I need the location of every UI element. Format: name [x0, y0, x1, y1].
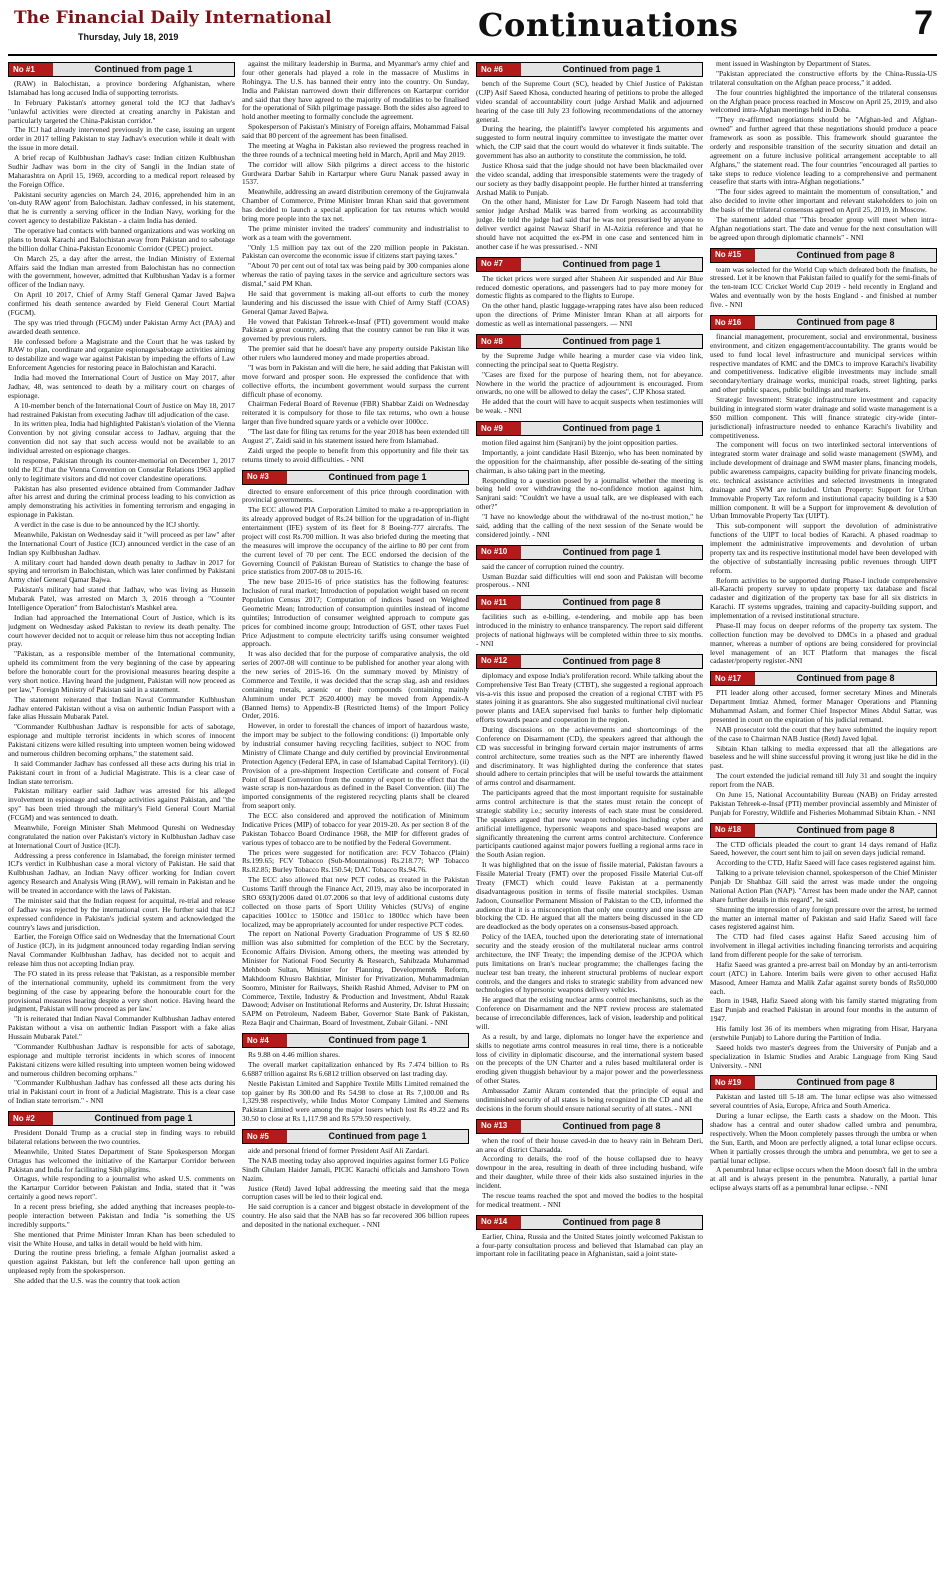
story-paragraph: The prices were suggested for notification are: FCV Tobacco (Plain) Rs.199.65; FCV Tobacco (Sub-Mountainous) Rs.218.77; WP Tobacco Rs.82.85; Burley Tobacco Rs.150.54; DAC Tobacco Rs.94.76. [242, 847, 469, 875]
story-paragraph: "About 70 per cent out of total tax was being paid by 300 companies alone whereas the ratio of paying taxes in the service and agriculture sectors was dismal," said PM Khan. [242, 261, 469, 288]
story-paragraph: motion filed against him (Sanjrani) by the joint opposition parties. [482, 438, 678, 447]
story-paragraph: A brief recap of Kulbhushan Jadhav's case: Indian citizen Kulbhushan Sudhir Jadhav was born in the city of Sangli in the Indian state of Maharashtra on April 15, 1969, according to a medical report released by the Foreign Office. [8, 153, 235, 189]
story-header [8, 1111, 235, 1126]
story-paragraph: Responding to a question posed by a journalist whether the meeting is being held over withdrawing the no-confidence motion against him, Sanjrani said: "Couldn't we have a usual talk, are we displeased with each other?" [476, 475, 703, 512]
continued-story [710, 60, 937, 243]
article-columns [8, 60, 937, 1570]
story-paragraph: Born in 1948, Hafiz Saeed along with his family started migrating from East Punjab and reached Pakistan in around four months in the autumn of 1947. [710, 996, 937, 1024]
story-paragraph: On June 15, National Accountability Bureau (NAB) on Friday arrested Pakistan Tehreek-e-Insaf (PTI) member provincial assembly and Minister of Punjab for Forestry, Wildlife and Fisheries Mohammad Sibtain Khan. - NNI [710, 789, 937, 817]
story-paragraph: The meeting at Wagha in Pakistan also reviewed the progress reached in the three rounds of a technical meeting held in March, April and May 2019. [242, 140, 469, 159]
story-number-badge: No #18 [711, 824, 755, 837]
page-number: 7 [914, 4, 933, 42]
story-paragraph: Pakistan and lasted till 5-18 am. The lunar eclipse was also witnessed several countries of Asia, Europe, Africa and South America. [710, 1092, 937, 1111]
story-paragraph: facilities such as e-billing, e-tendering, and mobile app has been introduced in the ministry to enhance transparency. The report said different projects of national highways will be completed within three to six months. - NNI [476, 612, 703, 648]
story-paragraph: The premier said that he doesn't have any property outside Pakistan like other rulers who laundered money and made properties abroad. [242, 344, 469, 362]
story-paragraph: It was also decided that for the purpose of comparative analysis, the old series of 2007-08 will continue to be published for another year along with the new series of 2015-16. On the summary moved by Ministry of Commerce and Textile, it was decided that the scrap slag, ash and residues containing metals, arsenic or their compounds (containing mainly Aluminum under PCT 2620.4000) may be moved from Appendix-A (Banned Items) to Appendix-B (Restricted Items) of the Import Policy Order, 2016. [242, 649, 469, 721]
continued-from-label: Continued from page 1 [94, 64, 193, 74]
story-header [476, 545, 703, 560]
story-paragraph: Spokesperson of Pakistan's Ministry of Foreign affairs, Mohammad Faisal said that 80 percent of the agreement has been finalised. [242, 122, 469, 140]
continued-story [476, 1215, 703, 1260]
story-paragraph: "Commander Kulbhushan Jadhav has confessed all these acts during his trial in Pakistani court in front of a Judicial Magistrate. This is a clear case of Indian state terrorism." - NNI [8, 1078, 235, 1106]
story-paragraph: President Donald Trump as a crucial step in finding ways to rebuild bilateral relations between the two countries. [8, 1128, 235, 1146]
story-paragraph: The ECC also allowed that new PCT codes, as created in the Pakistan Customs Tariff through the Finance Act, 2019, may also be incorporated in SRO 693(I)/2006 dated 01.07.2006 so that levy of additional customs duty collected on those parts of Sport Utility Vehicles (SUVs) of engine capacities 1001cc to 1500cc and 1501cc to 1800cc which have been localized, may be appropriately accounted for under respective PCT codes. [242, 875, 469, 929]
story-paragraph: The NAB meeting today also approved inquiries against former I.G Police Sindh Ghulam Haider Jamali, PICIC Karachi officials and Jamshoro Town Nazim. [242, 1155, 469, 1183]
story-paragraph: His family lost 36 of its members when migrating from Hisar, Haryana (erstwhile Punjab) to Lahore during the Partition of India. [710, 1024, 937, 1042]
story-paragraph: against the military leadership in Burma, and Myanmar's army chief and four other generals had played a role in the massacre of Muslims in Rohingya. The U.S. has banned their entry into the country. On Sunday, India and Pakistan narrowed down their differences on Kartarpur corridor and said that they have agreed to the majority of modalities to be finalised for the operational of Sikh pilgrimage passage. Both the sides also agreed to hold another meeting to formally conclude the agreement. [242, 60, 469, 122]
story-paragraph: Importantly, a joint candidate Hasil Bizenjo, who has been nominated by the opposition for the chairmanship, after possible de-seating of the sitting chairman, is also taking part in the meeting. [476, 447, 703, 475]
story-paragraph: According to the CTD, Hafiz Saeed will face cases registered against him. [716, 858, 936, 868]
story-number-badge: No #11 [477, 596, 521, 609]
story-paragraph: In its written plea, India had highlighted Pakistan's violation of the Vienna Convention by not giving consular access to Jadhav, arguing that the convention did not say that such access would not be available to an individual arrested on espionage charges. [8, 419, 235, 455]
story-paragraph: Shunning the impression of any foreign pressure over the arrest, he termed the matter an internal matter of Pakistan and said Hafiz Saeed will face cases registered against him. [710, 904, 937, 932]
continued-story [242, 470, 469, 1029]
story-paragraph: She mentioned that Prime Minister Imran Khan has been scheduled to visit the White House, and talks in detail would be held with him. [8, 1229, 235, 1248]
story-number-badge: No #16 [711, 316, 755, 329]
story-header [476, 334, 703, 349]
continued-from-label: Continued from page 8 [562, 655, 661, 666]
continued-story [710, 315, 937, 666]
story-paragraph: During the routine press briefing, a female Afghan journalist asked a question against Pakistan, but left the conference hall upon getting an unpleased reply from the spokesperson. [8, 1248, 235, 1276]
continued-story [710, 671, 937, 817]
story-header [710, 315, 937, 330]
story-paragraph: Meanwhile, Pakistan on Wednesday said it "will proceed as per law" after the International Court of Justice (ICJ) announced verdict in the case of an Indian spy Kulbhushan Jadhav. [8, 529, 235, 557]
continued-story [8, 62, 235, 1106]
story-header [710, 1075, 937, 1090]
story-paragraph: The ECC also considered and approved the notification of Minimum Indicative Prices (MIP) of tobacco for year 2019-20. As per section 8 of the Pakistan Tobacco Board Ordinance 1968, the MIP for different grades of various types of tobacco are to be notified by the Federal Government. [242, 811, 469, 847]
story-header [242, 1033, 469, 1048]
story-header [476, 1215, 703, 1230]
story-paragraph: aide and personal friend of former President Asif Ali Zardari. [248, 1146, 430, 1155]
story-paragraph: Indian had approached the International Court of Justice, which is its judgment on Wednesday asked Pakistan to review its death penalty. The court however decided not to acquit or release him thus not accepting Indian pray. [8, 612, 235, 649]
story-paragraph: On April 10 2017, Chief of Army Staff General Qamar Javed Bajwa confirmed his death sentence awarded by Field General Court Martial (FGCM). [8, 290, 235, 317]
story-paragraph: The operative had contacts with banned organizations and was working on plans to break Karachi and Balochistan away from Pakistan and to sabotage the billion dollar China-Pakistan Economic Corridor (CPEC) project. [8, 226, 235, 253]
story-paragraph: Strategic Investment: Strategic infrastructure investment and capacity building in integrated storm water drainage and solid waste management is a $50 million component. This will finance strategic city-wide (inter-jurisdictional) infrastructure needed to enhance Karachi's livability and competitiveness. [710, 395, 937, 440]
story-paragraph: A penumbral lunar eclipse occurs when the Moon doesn't fall in the umbra at all and is always present in the penumbra. Naturally, a partial lunar eclipse always starts off as a penumbral lunar eclipse. - NNI [710, 1165, 937, 1193]
continued-story [242, 1033, 469, 1124]
story-paragraph: On the other hand, plastic luggage-wrapping rates have also been reduced upon the directions of Prime Minister Imran Khan at all airports for domestic as well as international passengers. — NNI [476, 301, 703, 328]
story-number-badge: No #15 [711, 249, 755, 262]
story-paragraph: "It is reiterated that Indian Naval Commander Kulbhushan Jadhav entered Pakistan without a visa on authentic Indian Passport with a fake alias Hussain Mubarak Patel." [8, 1014, 235, 1041]
story-paragraph: However, in order to forestall the chances of import of hazardous waste, the import may be subject to the following conditions: (i) Importable only by industrial consumer having recycling facilities, subject to NOC from Ministry of Climate Change and duly certified by provincial Environmental Protection Agency (Federal EPA, in case of Islamabad Capital Territory). (ii) Provision of a pre-shipment Inspection Certificate and consent of Focal Point of Basel Convention from the country of export to the effect that the waste scrap is non-hazardous as defined in the Basel Convention. (iii) The imported consignments of the registered recycling plants shall be cleared from seaport only. [242, 721, 469, 811]
continued-from-label: Continued from page 8 [796, 1077, 895, 1088]
story-paragraph: "They re-affirmed negotiations should be "Afghan-led and Afghan-owned" and further agreed that these negotiations should produce a peace framework as soon as possible. This framework should guarantee the orderly and responsible transition of the security situation and detail an agreement on a future inclusive political arrangement acceptable to all Afghans," the statement read. The four countries "encouraged all parties to take steps to reduce violence leading to a comprehensive and permanent ceasefire that starts with intra-Afghan negotiations." [710, 115, 937, 187]
column-4 [710, 60, 937, 1570]
story-paragraph: Addressing a press conference in Islamabad, the foreign minister termed ICJ's verdict in Kulbhushan case a moral victory of Pakistan. He said that Kulbhushan Jadhav, an Indian Navy officer working for Indian covert agency Research and Analysis Wing (RAW), will remain in Pakistan and he will be treated in accordance with the laws of Pakistan. [8, 850, 235, 895]
story-paragraph: Usman Buzdar said difficulties will end soon and Pakistan will become prosperous. - NNI [476, 571, 703, 590]
story-paragraph: bench of the Supreme Court (SC), headed by Chief Justice of Pakistan (CJP) Asif Saeed Khosa, conducted hearing of petitions to probe the alleged video scandal of accountability court judge Arshad Malik and adjourned hearing of the case till July 23 following recommendations of the attorney general. [476, 79, 703, 124]
story-paragraph: (RAW) in Balochistan, a province bordering Afghanistan, where Islamabad has long accused India of supporting terrorists. [8, 79, 235, 97]
story-paragraph: said the cancer of corruption ruined the country. [482, 561, 624, 571]
continued-story [476, 595, 703, 649]
story-paragraph: As a result, by and large, diplomats no longer have the experience and skills to negotiate arms control measures in real time, there is a noticeable loss of civility in diplomatic discourse, and the international system based on the precepts of the UN Charter and a rules based multilateral order is eroding given thuggish behaviour by a major power and the powerlessness of other States. [476, 1031, 703, 1086]
story-paragraph: "The four sides agreed to maintain the momentum of consultation," and also decided to invite other important and relevant stakeholders to join on the basis of the trilateral consensus agreed on April 25, 2019, in Moscow. [710, 187, 937, 214]
story-paragraph: directed to ensure enforcement of this price through coordination with provincial governments. [242, 486, 469, 505]
continued-from-label: Continued from page 1 [328, 471, 427, 482]
continued-story [476, 654, 703, 1114]
story-paragraph: The corridor will allow Sikh pilgrims a direct access to the historic Gurdwara Darbar Sahib in Kartarpur where Guru Nanak passed away in 1537. [242, 159, 469, 187]
continued-story [476, 334, 703, 416]
story-paragraph: PTI leader along other accused, former secretary Mines and Minerals Department Imtiaz Ahmed, former Manager Operations and Planning Muhammad Aslam, and former Chief Inspector Mines Abdul Sattar, was presented in court on the expiration of his judicial remand. [710, 688, 937, 724]
story-paragraph: Earlier, the Foreign Office said on Wednesday that the International Court of Justice (ICJ), in its judgment announced today regarding Indian serving Naval Commander Kulbhushan Jadhav, has decided not to acquit and release him thus not accepting Indian pray. [8, 932, 235, 968]
story-paragraph: The prime minister invited the traders' community and industrialist to work as a team with the government. [242, 223, 469, 242]
column-2 [242, 60, 469, 1570]
story-paragraph: The overall market capitalization enhanced by Rs 7.474 billion to Rs 6.6887 trillion against Rs 6.6812 trillion observed on last trading day. [242, 1059, 469, 1078]
story-paragraph: He vowed that Pakistan Tehreek-e-Insaf (PTI) government would make Pakistan a great country, adding that the country cannot be run like it was governed by previous rulers. [242, 316, 469, 344]
story-number-badge: No #6 [477, 63, 521, 76]
continued-from-label: Continued from page 8 [796, 824, 895, 835]
story-paragraph: The CTD officials pleaded the court to grant 14 days remand of Hafiz Saeed, however, the court sent him to jail on seven days judicial remand. [710, 839, 937, 858]
continued-story [476, 1119, 703, 1210]
newspaper-name: The Financial Daily International [14, 8, 332, 28]
story-header [476, 62, 703, 77]
story-paragraph: The statement added that "This broader group will meet when intra-Afghan negotiations start. The date and venue for the next consultation will be agreed upon through diplomatic channels" - NNI [710, 214, 937, 242]
story-paragraph: She added that the U.S. was the country that took action [14, 1276, 180, 1285]
story-paragraph: Meanwhile, United States Department of State Spokesperson Morgan Ortagus has welcomed the initiative of the Kartarpur Corridor between Pakistan and India for facilitating Sikh pilgrims. [8, 1146, 235, 1174]
story-paragraph: "Pakistan, as a responsible member of the International community, upheld its commitment from the very beginning of the case by appearing before the honorable court for the provisional measures hearing despite a very short notice. Having heard the judgment, Pakistan will now proceed as per law," Foreign Ministry of Pakistan said in a statement. [8, 649, 235, 694]
story-number-badge: No #3 [243, 471, 287, 484]
continued-story [476, 257, 703, 329]
continued-story [476, 62, 703, 252]
column-1 [8, 60, 235, 1570]
story-paragraph: During the hearing, the plaintiff's lawyer completed his arguments and suggested to form neutral inquiry committee to investigate the matter over which, the CJP said that the court would do whatever it finds suitable. The government has also an authority to constitute the commission, he told. [476, 124, 703, 160]
story-paragraph: Chairman Federal Board of Revenue (FBR) Shabbar Zaidi on Wednesday reiterated it is compulsory for those to file tax returns, who own a house larger than five hundred square yards or a vehicle over 1000cc. [242, 399, 469, 427]
story-paragraph: He argued that the existing nuclear arms control mechanisms, such as the Conference on Disarmament and the NPT review process are stalemated because of irreconcilable differences, lack of vision, leadership and political will. [476, 995, 703, 1031]
story-paragraph: The four countries highlighted the importance of the trilateral consensus on the Afghan peace process reached in Moscow on April 25, 2019, and also welcomed intra-Afghan meetings held in Doha. [710, 87, 937, 115]
story-paragraph: Pakistan's military had stated that Jadhav, who was living as Hussein Mubarak Patel, was arrested on March 3, 2016 through a "Counter Intelligence Operation" from Balochistan's Mashkel area. [8, 585, 235, 612]
story-paragraph: In response, Pakistan through its counter-memorial on December 1, 2017 told the ICJ that the Vienna Convention on Consular Relations 1963 applied only to legitimate visitors and did not cover clandestine operations. [8, 455, 235, 483]
continued-from-label: Continued from page 1 [562, 423, 661, 433]
story-number-badge: No #4 [243, 1034, 287, 1047]
story-paragraph: diplomacy and expose India's proliferation record. While talking about the Comprehensive Test Ban Treaty (CTBT), she suggested a regional approach vis-a-vis this issue and proposed the creation of a regional CTBT with P5 states joining it as guarantors. She also suggested multinational civil nuclear power plants and IAEA supervised fuel banks to further help diplomatic efforts towards peace and cooperation in the region. [476, 670, 703, 725]
story-number-badge: No #5 [243, 1130, 287, 1143]
story-header [476, 595, 703, 610]
story-paragraph: The minister said that the Indian request for acquittal, re-trial and release of Jadhav was rejected by the international court. He further said that ICJ expressed confidence in Pakistan's judicial system and acknowledged the country's laws and jurisdiction. [8, 895, 235, 932]
story-paragraph: In a recent press briefing, she added anything that increases people-to-people interaction between Pakistan and India "is something the US incredibly supports." [8, 1202, 235, 1229]
story-number-badge: No #7 [477, 258, 521, 271]
story-paragraph: Pakistani security agencies on March 24, 2016, apprehended him in an 'on-duty RAW agent' from Balochistan. Jadhav confessed, in his statement, that he is currently a serving officer in the Indian Navy, working for the covert agency to destabilize Pakistan - a claim India has denied. [8, 189, 235, 226]
story-number-badge: No #2 [9, 1112, 53, 1125]
story-paragraph: According to details, the roof of the house collapsed due to heavy downpour in the area, resulting in death of three including husband, wife and their daughter, while three of their kids also sustained injuries in the incident. [476, 1154, 703, 1190]
story-paragraph: During a lunar eclipse, the Earth casts a shadow on the Moon. This shadow has a central and outer shadow called umbra and penumbra, respectively. When the Moon completely passes through the umbra or when the Sun, Earth, and Moon are perfectly aligned, a total lunar eclipse occurs. When it partially crosses through the umbra and penumbra, we get to see a partial lunar eclipse. [710, 1111, 937, 1165]
continued-from-label: Continued from page 1 [94, 1113, 193, 1123]
continued-from-label: Continued from page 1 [562, 546, 661, 557]
story-paragraph: Hafiz Saeed was granted a pre-arrest bail on Monday by an anti-terrorism court (ATC) in Lahore. Interim bails were given to other accused Hafiz Masood, Ameer Hamza and Malik Zafar against surety bonds of Rs50,000 each. [710, 959, 937, 996]
story-paragraph: Pakistan military earlier said Jadhav was arrested for his alleged involvement in espionage and sabotage activities against Pakistan, and "the spy" has been tried through the military's Field General Court Martial (FCGM) and was sentenced to death. [8, 786, 235, 822]
story-paragraph: It said Commander Jadhav has confessed all these acts during his trial in Pakistani court in front of a Judicial Magistrate. This is a clear case of Indian state terrorism. [8, 758, 235, 786]
issue-date: Thursday, July 18, 2019 [78, 32, 179, 42]
continued-from-label: Continued from page 8 [562, 597, 661, 608]
continued-from-label: Continued from page 1 [562, 64, 661, 74]
story-paragraph: The spy was tried through (FGCM) under Pakistan Army Act (PAA) and awarded death sentence. [8, 317, 235, 336]
story-paragraph: Justice (Retd) Javed Iqbal addressing the meeting said that the mega corruption cases will be led to their logical end. [242, 1183, 469, 1202]
continued-from-label: Continued from page 8 [796, 673, 895, 684]
story-paragraph: Earlier, China, Russia and the United States jointly welcomed Pakistan to a four-party consultation process and believed that Islamabad can play an important role in facilitating peace in Afghanistan, said a joint state- [476, 1231, 703, 1259]
continued-story [710, 1075, 937, 1193]
continued-story [242, 60, 469, 465]
story-number-badge: No #9 [477, 422, 521, 435]
continued-story [8, 1111, 235, 1286]
story-paragraph: "Only 1.5 million pay tax out of the 220 million people in Pakistan. Pakistan can overcome the economic issue if citizens start paying taxes." [242, 242, 469, 261]
story-paragraph: The ECC allowed PIA Corporation Limited to make a re-appropriation in its already approved budget of Rs.24 billion for the upgradation of in-flight entertainment (IFE) system of its fleet for 8 Boeing-777 aircrafts. The project will cost Rs.700 million. It was also briefed during the meeting that the measures will improve the occupancy of the airline to 80 per cent from the current level of 70 per cent. The ECC endorsed the decision of the Governing Council of Pakistan Bureau of Statistics to change the base of price statistics from 2007-08 to 2015-16. [242, 505, 469, 577]
story-number-badge: No #17 [711, 672, 755, 685]
story-paragraph: In February Pakistan's attorney general told the ICJ that Jadhav's "unlawful activities were directed at creating anarchy in Pakistan and particularly targeted the China-Pakistan corridor." [8, 97, 235, 125]
story-header [476, 257, 703, 272]
story-paragraph: Saeed holds two master's degrees from the University of Punjab and a specialization in Islamic Studies and Arabic Language from King Saud University. - NNI [710, 1042, 937, 1070]
story-paragraph: A 10-member bench of the International Court of Justice on May 18, 2017 had restrained Pakistan from executing Jadhav till adjudication of the case. [8, 400, 235, 419]
story-paragraph: Ambassador Zamir Akram contended that the principle of equal and undiminished security of all states is being recognized in the CD and all the decisions in the forum should ensure national security of all states. - NNI [476, 1086, 703, 1113]
story-number-badge: No #13 [477, 1120, 521, 1133]
story-header [476, 1119, 703, 1134]
story-paragraph: He said corruption is a cancer and biggest obstacle in development of the country. He also said that the NAB has so far recovered 306 billion rupees and deposited in the national exchequer. - NNI [242, 1202, 469, 1229]
story-paragraph: He said that government is making all-out efforts to curb the money laundering and his discussed the issue with Chief of Army Staff (COAS) General Qamar Javed Bajwa. [242, 288, 469, 316]
story-paragraph: The report on National Poverty Graduation Programme of US $ 82.60 million was also submitted for completion of the ECC by the Secretary, Economic Affairs Division. Among others, the meeting was attended by Minister for National Food Security & Research, Sahibzada Muhammad Mehboob Sultan, Minister for Planning, Development& Reform, Makhdoom Khusro Bakhtiar, Minister for Privatization, Muhammadmian Soomro, Minister for Railways, Sheikh Rashid Ahmed, Adviser to PM on Commerce, Textile, Industry & Production and Investment, Abdul Razak Dawood; Adviser on Institutional Reforms and Austerity, Dr. Ishrat Hussain; SAPM on Petroleum, Nadeem Baber, Governor State Bank of Pakistan, Reza Baqir and Chairman, Board of Investment, Zubair Gilani. - NNI [242, 929, 469, 1028]
story-paragraph: Justice Khosa said that the judge should not have been blackmailed over the video scandal, adding that irresponsible statements were the tragedy of our society as they badly disappoint people. He further hinted at transferring Arshad Malik to Punjab. [476, 160, 703, 197]
story-paragraph: On the other hand, Minister for Law Dr Farogh Naseem had told that senior judge Arshad Malik was barred from working as accountability judge. He told the judge had said that he was not pressurised by anyone to deliver verdict against Nawaz Sharif in Al-Azizia reference and that he should have not acquitted the ex-PM in one case and sentenced him in another case if he was pressurised. - NNI [476, 197, 703, 251]
story-number-badge: No #10 [477, 546, 521, 559]
continued-from-label: Continued from page 1 [562, 335, 661, 346]
continued-from-label: Continued from page 1 [562, 258, 661, 269]
story-paragraph: A verdict in the case is due to be announced by the ICJ shortly. [14, 520, 200, 529]
story-paragraph: Talking to a private television channel, spokesperson of the Chief Minister Punjab Dr Shahbaz Gill said the arrest was made under the ongoing National Action Plan (NAP). "Arrest has been made under the NAP, cannot share further details in this regard", he said. [710, 868, 937, 904]
story-paragraph: The FO stated in its press release that 'Pakistan, as a responsible member of the international community, upheld its commitment from the very beginning of the case by appearing before the honourable court for the provisional measures hearing despite a very short notice. Having heard the judgment, Pakistan will now proceed as per law.' [8, 968, 235, 1014]
story-paragraph: Nestle Pakistan Limited and Sapphire Textile Mills Limited remained the top gainer by Rs 300.00 and Rs 54.98 to close at Rs 7,100.00 and Rs 1,329.98 respectively, while Indus Motor Company Limited and Siemens Pakistan Limited were among the major losers which lost Rs 49.22 and Rs 30.50 to close at Rs 1,117.98 and Rs 579.50 respectively. [242, 1078, 469, 1124]
story-number-badge: No #14 [477, 1216, 521, 1229]
story-paragraph: He added that the court will have to acquit suspects when testimonies will be weak. - NNI [476, 397, 703, 416]
story-paragraph: The CTD had filed cases against Hafiz Saeed accusing him of involvement in illegal activities including financing terrorists and acquiring land from different people for the sake of terrorism. [710, 932, 937, 959]
story-paragraph: "I was born in Pakistan and will die here, he said adding that Pakistan will move forward and prosper soon. He expressed the confidence that with collective efforts, the incumbent government would surpass the current difficult phase of economy. [242, 362, 469, 399]
story-header [476, 421, 703, 436]
continued-story [242, 1129, 469, 1230]
story-paragraph: On March 25, a day after the arrest, the Indian Ministry of External Affairs said the Indian man arrested from Balochistan has no connection with the government, however, admitted that Kulbhushan Yadav is a former officer of the Indian navy. [8, 253, 235, 290]
story-paragraph: Phase-II may focus on deeper reforms of the property tax system. The collection function may be devolved to DMCs in a phased and gradual manner, whereas a number of options are being considered for provincial level management of an ICT Platform that manages the fiscal cadaster/property register.-NNI [710, 620, 937, 666]
continued-from-label: Continued from page 1 [328, 1131, 427, 1141]
story-paragraph: "Commander Kulbhushan Jadhav is responsible for acts of sabotage, espionage and multiple terrorist incidents in which scores of innocent Pakistani citizens were killed resulting into umpteen women being widowed and numerous children becoming orphans," the statement said. [8, 722, 235, 758]
story-header [242, 470, 469, 485]
story-paragraph: Rs 9.88 on 4.46 million shares. [248, 1050, 340, 1059]
story-number-badge: No #1 [9, 63, 53, 76]
continued-story [476, 421, 703, 540]
story-paragraph: when the roof of their house caved-in due to heavy rain in Behram Deri, an area of district Charsadda. [476, 1135, 703, 1154]
continued-from-label: Continued from page 8 [796, 316, 895, 327]
story-paragraph: Reform activities to be supported during Phase-I include comprehensive all-Karachi property survey to update property tax database and fiscal cadaster and digitization of the property tax base for all six districts in Karachi. IT systems upgrades, training and capacity-building support, and implementation of a revised institutional structure. [710, 575, 937, 620]
story-header [710, 671, 937, 686]
story-paragraph: The component will focus on two interlinked sectoral interventions of integrated storm water drainage and solid waste management (SWM), and include development of drainage and SWM master plans, financing models, public awareness campaigns, capacity building for private financing models, etc. technical assistance activities and selected investments in integrated drainage and SWM are included. Urban Property: Support for Urban Immovable Property Tax reform and institutional capacity building is a $30 million component. It will be a Support for improvement & devolution of Urban Immovable Property Tax (UIPT). [710, 440, 937, 521]
story-paragraph: The new base 2015-16 of price statistics has the following features: Inclusion of rural market; Introduction of population weight based on recent Population Census 2017; Computation of indices based on Weighted Geometric Mean; Introduction of consumption quintiles instead of income quintiles; Introduction of consumer weighted approach to compute gas prices for combined income group; Introduction of GST, other taxes Fuel Price Adjustment to compute electricity tariffs using consumer weighted approach. [242, 577, 469, 649]
story-paragraph: The court extended the judicial remand till July 31 and sought the inquiry report from the NAB. [710, 771, 937, 789]
story-paragraph: "I have no knowledge about the withdrawal of the no-trust motion," he said, adding that the calling of the next session of the Senate would be considered jointly. - NNI [476, 512, 703, 539]
story-paragraph: Meanwhile, addressing an award distribution ceremony of the Gujranwala Chamber of Commerce, Prime Minister Imran Khan said that government has decided to launch a special application for tax returns which would bring more people into the tax net. [242, 187, 469, 223]
story-header [710, 248, 937, 263]
story-paragraph: "Commander Kulbhushan Jadhav is responsible for acts of sabotage, espionage and multiple terrorist incidents in which scores of innocent Pakistani citizens were killed resulting into umpteen women being widowed and numerous children becoming orphans." [8, 1041, 235, 1078]
story-header [476, 654, 703, 669]
story-paragraph: ment issued in Washington by Department of States. [716, 60, 871, 68]
story-paragraph: Ortagus, while responding to a journalist who asked U.S. comments on the Kartarpur Corridor between Pakistan and India, stated that it "was certainly a good news report". [8, 1174, 235, 1202]
continued-from-label: Continued from page 1 [328, 1035, 427, 1045]
story-paragraph: The rescue teams reached the spot and moved the bodies to the hospital for medical treatment. - NNI [476, 1190, 703, 1209]
continued-from-label: Continued from page 8 [562, 1120, 661, 1131]
story-header [242, 1129, 469, 1144]
story-paragraph: NAB prosecutor told the court that they have submitted the inquiry report of the case to Chairman NAB Justice (Retd) Javed Iqbal. [710, 724, 937, 743]
continued-from-label: Continued from page 8 [562, 1216, 661, 1227]
story-number-badge: No #19 [711, 1076, 755, 1089]
section-title: Continuations [478, 6, 739, 44]
story-paragraph: The participants agreed that the most important requisite for sustainable arms control architecture is that the states must retain the concept of strategic stability i.e.; security interests of each state must be considered. The speakers argued that new weapon technologies including cyber and artificial intelligence, hypersonic weapons and space-based weapons are significantly threatening the current arms control architecture. Conference participants cautioned against major powers fuelling a regional arms race in the South Asian region. [476, 788, 703, 860]
story-header [710, 823, 937, 838]
story-paragraph: Meanwhile, Foreign Minister Shah Mehmood Qureshi on Wednesday congratulated the nation over Pakistan's victory in Kulbhushan Jadhav case at International Court of Justice (ICJ). [8, 822, 235, 850]
masthead [8, 4, 937, 56]
story-paragraph: The ICJ had already intervened previously in the case, issuing an urgent order in 2017 telling Pakistan to stay Jadhav's execution while it dealt with the issue in more detail. [8, 125, 235, 153]
story-paragraph: He confessed before a Magistrate and the Court that he was tasked by RAW to plan, coordinate and organize espionage/sabotage activities aiming to destabilize and wage war against Pakistan by impeding the efforts of Law Enforcement Agencies for restoring peace in Balochistan and Karachi. [8, 336, 235, 373]
continued-story [476, 545, 703, 591]
story-paragraph: The statement reiterated that Indian Naval Commander Kulbhushan Jadhav entered Pakistan without a visa on authentic Indian Passport with a fake alias Hussain Mubarak Patel. [8, 694, 235, 722]
story-paragraph: This sub-component will support the devolution of administrative functions of the UIPT to local bodies of Karachi. A phased roadmap to implement the administrative improvements and devolution of urban property tax and its respective institutional model have been developed with the objective of substantially increasing public revenues through UIPT reform. [710, 521, 937, 575]
story-paragraph: Policy of the IAEA, touched upon the deteriorating state of international security and the steady erosion of the multilateral nuclear arms control architecture, the INF Treaty; the impending demise of the JCPOA which puts limitations on Iran's nuclear programme; the challenges facing the nuclear test ban treaty, the inherent structural problems of nuclear export controls, and the dangers and risks to strategic stability from advanced new technologies of hypersonic weapons delivery vehicles. [476, 932, 703, 995]
continued-story [710, 248, 937, 310]
story-paragraph: team was selected for the World Cup which defeated both the finalists, he stressed. Let it be known that Pakistan failed to qualify for the semi-finals of the ten-team ICC Cricket World Cup 2019 - held recently in England and Wales and eventually won by the hosts England - and finished at number five. - NNI [710, 264, 937, 309]
story-paragraph: Zaidi urged the people to benefit from this opportunity and file their tax returns timely to avoid difficulties. - NNI [242, 445, 469, 464]
story-header [8, 62, 235, 77]
story-paragraph: "Cases are fixed for the purpose of hearing them, not for abeyance. Nowhere in the world the practice of adjournment is encouraged. From onwards, no one will be allowed to delay the cases", CJP Khosa stated. [476, 369, 703, 397]
story-paragraph: Sibtain Khan talking to media expressed that all the allegations are baseless and he will shine successful proving it wrong just like he did in the past. [710, 743, 937, 771]
story-paragraph: It was highlighted that on the issue of fissile material, Pakistan favours a Fissile Material Treaty (FMT) over the proposed Fissile Material Cut-off Treaty (FMCT) which could leave Pakistan at a permanently disadvantageous position in terms of fissile material stockpiles. Usman Jadoon, Counsellor Permanent Mission of Pakistan to the CD, informed the audience that it is a misconception that only one country and one issue are blocking the CD. He argued that all the matters being discussed in the CD are deadlocked as the body operates on a consensus-based approach. [476, 860, 703, 932]
story-paragraph: India had moved the International Court of Justice on May 2017, after Jadhav, 48, was sentenced to death by a military court on charges of espionage. [8, 373, 235, 400]
continued-from-label: Continued from page 8 [796, 249, 895, 260]
story-paragraph: Pakistan has also presented evidence obtained from Commander Jadhav after his arrest and during the criminal process leading to his conviction as amply demonstrating his activities in fomenting terrorism and engaging in espionage in Pakistan. [8, 483, 235, 520]
story-number-badge: No #8 [477, 335, 521, 348]
story-paragraph: "The last date for filing tax returns for the year 2018 has been extended till August 2", Zaidi said in his statement issued here from Islamabad. [242, 427, 469, 445]
story-paragraph: A military court had handed down death penalty to Jadhav in 2017 for spying and terrorism in Balochistan, which was later confirmed by Pakistani Army chief General Qamar Bajwa. [8, 557, 235, 585]
story-paragraph: The ticket prices were surged after Shaheen Air suspended and Air Blue reduced domestic operations, and passengers had to pay more money for domestic flights as compared to the flights to Europe. [476, 273, 703, 301]
continued-story [710, 823, 937, 1071]
column-3 [476, 60, 703, 1570]
story-paragraph: by the Supreme Judge while hearing a murder case via video link, connecting the principal seat to Quetta Registry. [476, 350, 703, 369]
story-number-badge: No #12 [477, 655, 521, 668]
story-paragraph: "Pakistan appreciated the constructive efforts by the China-Russia-US trilateral consultation on the Afghan peace process," it added. [710, 68, 937, 87]
story-paragraph: During discussions on the achievements and shortcomings of the Conference on Disarmament (CD), the speakers agreed that although the CD was successful in bringing forward certain major instruments of arms control architecture, some treaties such as the NPT are inherently flawed and discriminatory. It was highlighted during the conference that states should adhere to certain principles that will be useful towards the attainment of arms control and disarmament. [476, 725, 703, 788]
story-paragraph: financial management, procurement, social and environmental, business environment, and citizen engagement/accountability. The grants would be used to fund local level infrastructure and municipal services within respective mandates of KMC and the DMCs to improve Karachi's livability and competitiveness. Indicative eligible investments may include small secondary/tertiary drainage works, municipal roads, street lighting, parks and other public spaces, public buildings and markets. [710, 331, 937, 395]
